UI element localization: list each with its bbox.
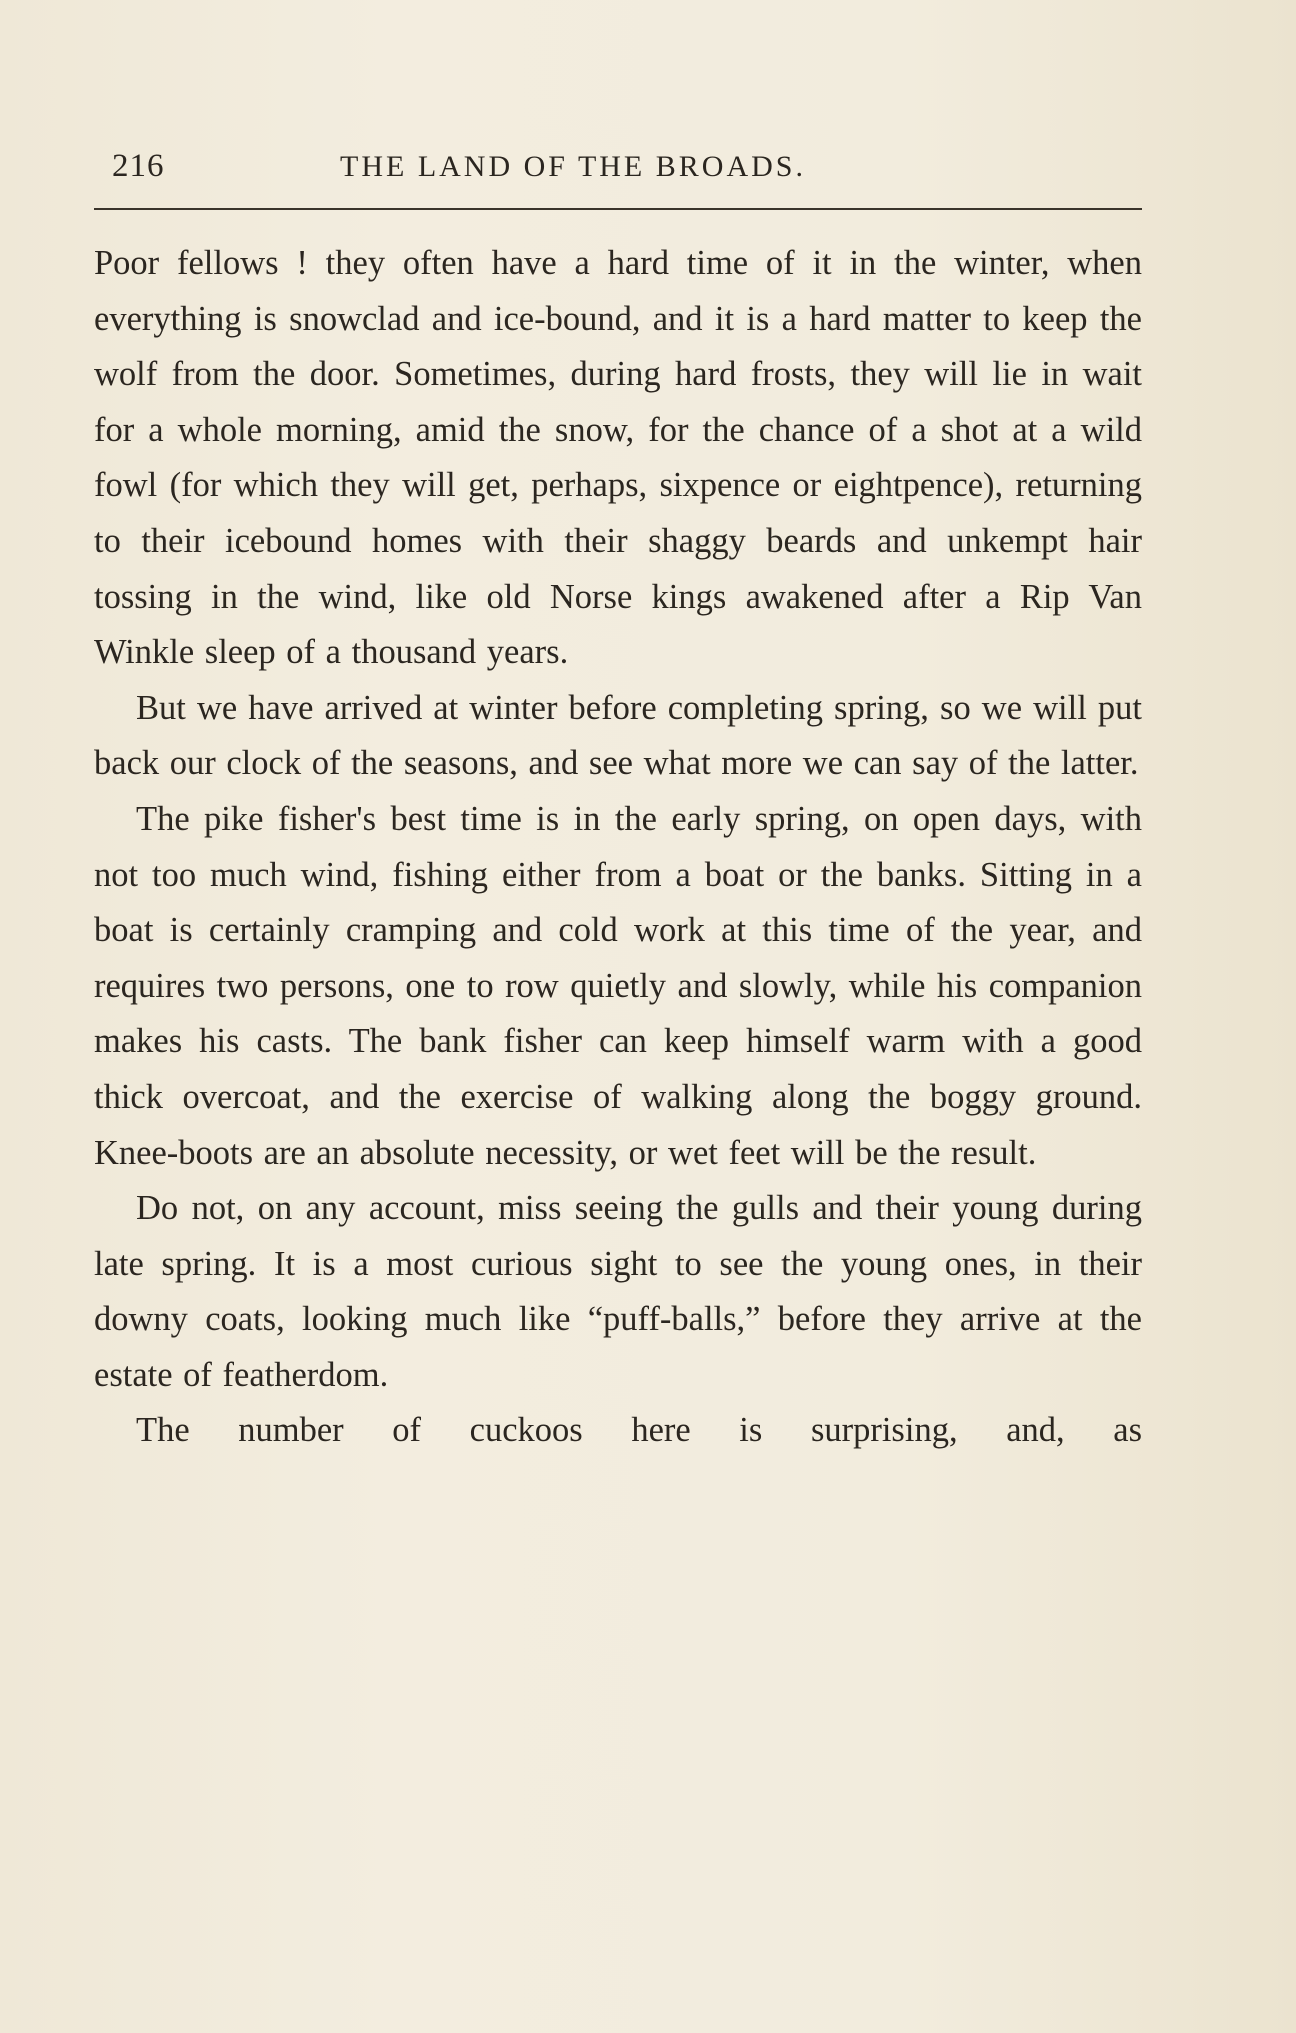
running-title: THE LAND OF THE BROADS. [340,150,806,183]
header-rule [94,208,1142,210]
page-number: 216 [112,148,165,184]
paragraph: Poor fellows ! they often have a hard time of it in the winter, when everything is snowclad and ice-bound, and it is a hard matter to keep the wolf from the door. Sometimes, during hard frosts, they will lie in wait for a whole morning, amid the snow, for the chance of a shot at a wild fowl (for which they will get, perhaps, sixpence or eightpence), returning to their icebound homes with their shaggy beards and unkempt hair tossing in the wind, like old Norse kings awakened after a Rip Van Winkle sleep of a thousand years. [94,244,1142,672]
body-text [94,236,1142,1459]
page-header [112,148,1142,198]
paragraph: But we have arrived at winter before completing spring, so we will put back our clock of the seasons, and see what more we can say of the latter. [94,688,1142,783]
paragraph: Do not, on any account, miss seeing the gulls and their young during late spring. It is a most curious sight to see the young ones, in their downy coats, looking much like “puff-balls,” before they arrive at the estate of featherdom. [94,1189,1142,1394]
paragraph: The pike fisher's best time is in the early spring, on open days, with not too much wind, fishing either from a boat or the banks. Sitting in a boat is certainly cramping and cold work at this time of the year, and requires two persons, one to row quietly and slowly, while his companion makes his casts. The bank fisher can keep himself warm with a good thick overcoat, and the exercise of walking along the boggy ground. Knee-boots are an absolute necessity, or wet feet will be the result. [94,799,1142,1172]
paragraph: The number of cuckoos here is surprising, and, as [136,1411,1142,1450]
